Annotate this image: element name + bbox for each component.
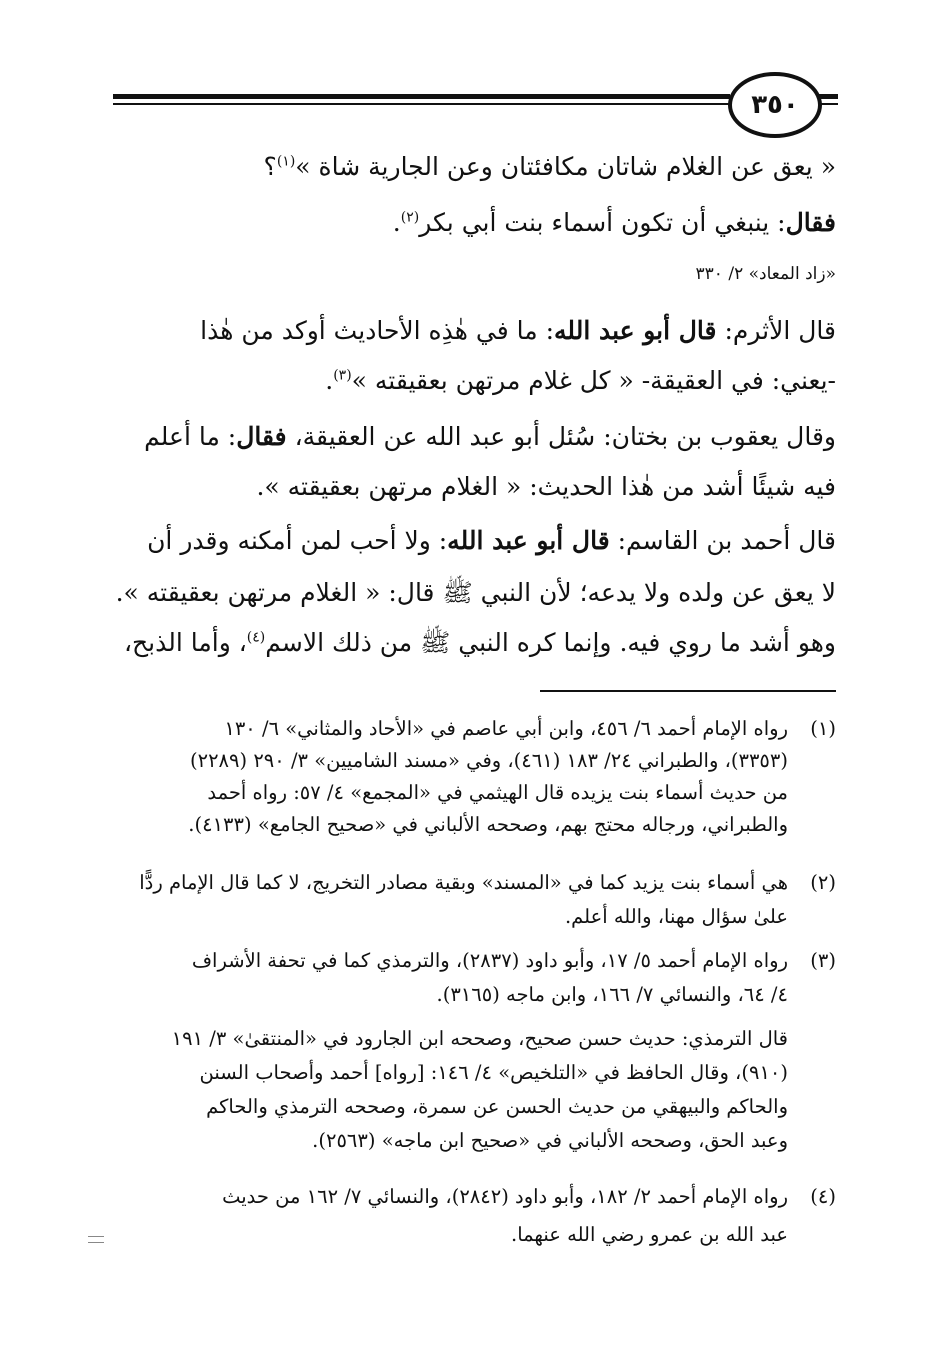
footnote-ref-3: (٣)	[333, 367, 352, 384]
paragraph-3-line-1	[147, 524, 836, 558]
footnote-separator	[540, 690, 836, 692]
footnote-ref-4: (٤)	[246, 629, 266, 646]
text: : ما أعلم	[144, 422, 237, 451]
margin-mark	[88, 1236, 104, 1243]
footnote-number-2: (٢)	[810, 871, 836, 894]
answer-end: .	[392, 208, 401, 237]
paragraph-3-line-3	[124, 626, 836, 660]
footnote-1-line-2: (٣٣٥٣)، والطبراني ٢٤/ ١٨٣ (٤٦١)، وفي «مسند الشاميين» ٣/ ٢٩٠ (٢٢٨٩)	[190, 749, 788, 772]
question-line	[264, 150, 836, 184]
footnote-2-line-1: هي أسماء بنت يزيد كما في «المسند» وبقية مصادر التخريج، لا كما قال الإمام ردًّا	[139, 871, 788, 894]
paragraph-3-line-2: لا يعق عن ولده ولا يدعه؛ لأن النبي ﷺ قال: « الغلام مرتهن بعقيقته ».	[115, 578, 836, 607]
source-reference: «زاد المعاد» ٢/ ٣٣٠	[695, 264, 836, 284]
text: -يعني: في العقيقة- « كل غلام مرتهن بعقيقته »	[351, 366, 836, 395]
footnote-3-line-1: رواه الإمام أحمد ٥/ ١٧، وأبو داود (٢٨٣٧)، والترمذي كما في تحفة الأشراف	[191, 949, 788, 972]
bold-text: قال أبو عبد الله	[554, 316, 717, 345]
header-rule-thin	[113, 103, 730, 105]
footnote-number-4: (٤)	[810, 1185, 836, 1208]
footnote-number-1: (١)	[810, 717, 836, 740]
text: وهو أشد ما روي فيه. وإنما كره النبي ﷺ من ذلك الاسم	[265, 628, 836, 657]
footnote-4-line-1: رواه الإمام أحمد ٢/ ١٨٢، وأبو داود (٢٨٤٢)، والنسائي ٧/ ١٦٢ من حديث	[222, 1185, 788, 1208]
question-text: « يعق عن الغلام شاتان مكافئتان وعن الجارية شاة »	[295, 152, 836, 181]
text: : ولا أحب لمن أمكنه وقدر أن	[147, 526, 448, 555]
text: .	[325, 366, 334, 395]
footnote-3-line-3: قال الترمذي: حديث حسن صحيح، وصححه ابن الجارود في «المنتقىٰ» ٣/ ١٩١	[171, 1027, 788, 1050]
footnote-4-line-2: عبد الله بن عمرو رضي الله عنهما.	[511, 1223, 788, 1246]
text: ، وأما الذبح،	[123, 628, 247, 657]
footnote-ref-2: (٢)	[400, 209, 420, 226]
answer-line	[393, 206, 836, 240]
footnote-1-line-3: من حديث أسماء بنت يزيده قال الهيثمي في «المجمع» ٤/ ٥٧: رواه أحمد	[207, 781, 788, 804]
header-rule-thick	[113, 94, 730, 99]
paragraph-1-line-1	[200, 314, 836, 348]
footnote-3-line-2: ٤/ ٦٤، والنسائي ٧/ ١٦٦، وابن ماجه (٣١٦٥).	[436, 983, 788, 1006]
footnote-2-line-2: علىٰ سؤال مهنا، والله أعلم.	[564, 905, 788, 928]
footnote-1-line-4: والطبراني، ورجاله محتج بهم، وصححه الألباني في «صحيح الجامع» (٤١٣٣).	[188, 813, 788, 836]
text: قال أحمد بن القاسم:	[609, 526, 836, 555]
question-mark: ؟	[263, 152, 277, 181]
paragraph-1-line-2	[325, 364, 836, 398]
answer-label: فقال	[785, 208, 836, 237]
page-number: ٣٥٠	[728, 72, 822, 138]
text: قال الأثرم:	[716, 316, 836, 345]
footnote-3-line-6: وعبد الحق، وصححه الألباني في «صحيح ابن ماجه» (٢٥٦٣).	[312, 1129, 788, 1152]
footnote-number-3: (٣)	[810, 949, 836, 972]
text: : ما في هٰذِه الأحاديث أوكد من هٰذا	[200, 316, 555, 345]
paragraph-2-line-2: فيه شيئًا أشد من هٰذا الحديث: « الغلام مرتهن بعقيقته ».	[256, 472, 836, 501]
footnote-ref-1: (١)	[276, 153, 296, 170]
paragraph-2-line-1	[144, 420, 836, 454]
footnote-1-line-1: رواه الإمام أحمد ٦/ ٤٥٦، وابن أبي عاصم في «الأحاد والمثاني» ٦/ ١٣٠	[224, 717, 788, 740]
text: وقال يعقوب بن بختان: سُئل أبو عبد الله عن العقيقة،	[286, 422, 836, 451]
footnote-3-line-5: والحاكم والبيهقي من حديث الحسن عن سمرة، وصححه الترمذي والحاكم	[206, 1095, 788, 1118]
answer-text: : ينبغي أن تكون أسماء بنت أبي بكر	[419, 208, 786, 237]
bold-text: فقال	[236, 422, 287, 451]
bold-text: قال أبو عبد الله	[447, 526, 610, 555]
footnote-3-line-4: (٩١٠)، وقال الحافظ في «التلخيص» ٤/ ١٤٦: [رواه] أحمد وأصحاب السنن	[199, 1061, 788, 1084]
